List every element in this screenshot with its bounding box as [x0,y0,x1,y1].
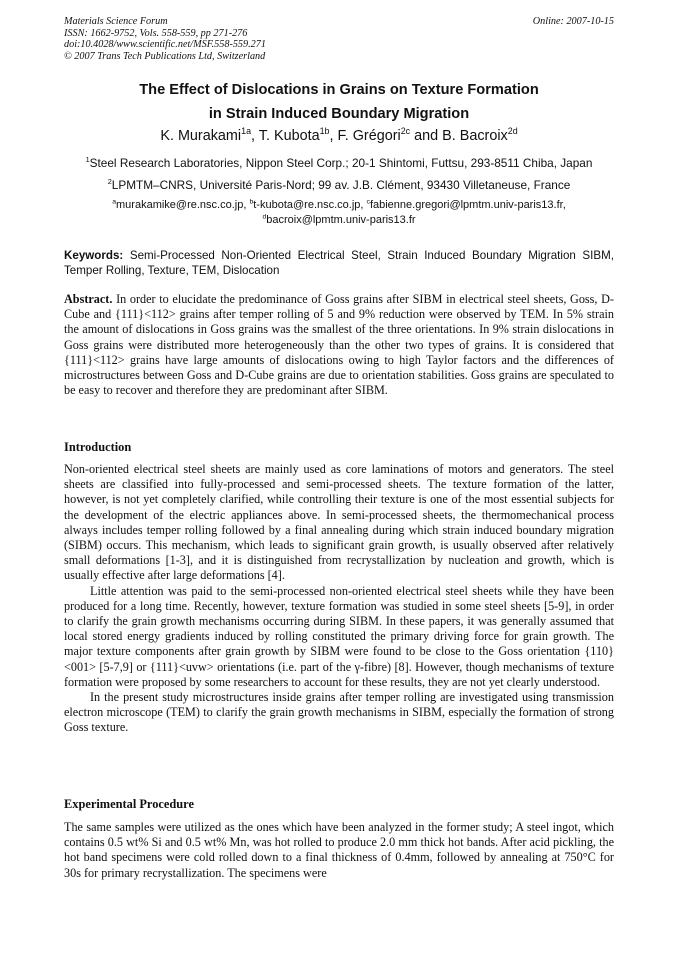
journal-doi: doi:10.4028/www.scientific.net/MSF.558-559.271 [64,39,266,51]
introduction-heading: Introduction [64,440,132,454]
email-sup: a [112,198,117,206]
email-sup: b [249,198,254,206]
journal-header [64,16,266,62]
email-sup: c [366,198,370,206]
author-sup: 1b [319,126,330,137]
paper-title-line-1: The Effect of Dislocations in Grains on Texture Formation [139,82,539,98]
journal-copyright: © 2007 Trans Tech Publications Ltd, Switzerland [64,50,266,62]
author-sup: 1a [241,126,252,137]
affiliation-text: LPMTM–CNRS, Université Paris-Nord; 99 av. J.B. Clément, 93430 Villetaneuse, France [111,178,571,192]
journal-issn: ISSN: 1662-9752, Vols. 558-559, pp 271-276 [64,27,248,39]
keywords-label: Keywords: [64,249,124,262]
email-line-1 [64,198,614,212]
abstract-text: In order to elucidate the predominance of Goss grains after SIBM in electrical steel sheets, Goss, D-Cube and {111}<112> grains after temper rolling of 5 and 9% reduction were observed by TEM. In 5% strain the amount of dislocations in Goss grains was the smallest of the three orientations. In 9% strain dislocations in Goss grains were distributed more heterogeneously than the other two types of grains. It is considered that {111}<112> grains have large amounts of dislocations owing to high Taylor factors and the differences of microstructures between Goss and D-Cube grains are due to orientation stabilities. Goss grains are speculated to be easy to recover and therefore they are predominant after SIBM. [64,292,614,398]
author-list [64,128,614,144]
email-b: t-kubota@re.nsc.co.jp, [253,199,367,211]
keywords-block [64,249,614,278]
email-d: bacroix@lpmtm.univ-paris13.fr [266,214,416,226]
introduction-paragraph: Non-oriented electrical steel sheets are mainly used as core laminations of motors and generators. The steel sheets are classified into fully-processed and semi-processed sheets. The texture formation of the latter, however, is not yet completely clarified, while controlling their texture is one of the most essential subjects for the development of the electric appliances above. In semi-processed sheets, the thermomechanical process always includes temper rolling followed by a final annealing during which strain induced boundary migration (SIBM) occurs. This mechanism, which leads to significant grain growth, is usually observed after relatively small deformations [1-3], and it is distinguished from recrystallization by nucleation and growth, which is usually effective after large deformations [4]. [64,462,614,583]
author-name: B. Bacroix [442,128,508,144]
experimental-heading: Experimental Procedure [64,797,194,811]
experimental-paragraph: The same samples were utilized as the ones which have been analyzed in the former study; A steel ingot, which contains 0.5 wt% Si and 0.5 wt% Mn, was hot rolled to produce 2.0 mm thick hot bands. After acid pickling, the hot band specimens were cold rolled down to a final thickness of 0.4mm, followed by annealing at 750°C for 30s for primary recrystallization. The specimens were [64,820,614,880]
online-date: Online: 2007-10-15 [532,16,614,27]
introduction-paragraph: Little attention was paid to the semi-processed non-oriented electrical steel sheets while they have been produced for a long time. Recently, however, texture formation was studied in some steel sheets [5-9], in order to clarify the grain growth mechanisms occurring during SIBM. In these papers, it was generally assumed that local stored energy gradients induced by rolling constituted the primary driving force for grain growth. The major texture components after grain growth by SIBM were found to be close to the Goss orientation {110}<001> [5-7,9] or {111}<uvw> orientations (i.e. part of the γ-fibre) [8]. However, though mechanisms of texture formation were proposed by some researchers to account for these results, they are not yet clearly understood. [64,583,614,689]
email-sup: d [262,213,267,221]
journal-name: Materials Science Forum [64,16,168,27]
email-line-2 [64,213,614,227]
author-name: T. Kubota [258,128,320,144]
keywords-text: Semi-Processed Non-Oriented Electrical Steel, Strain Induced Boundary Migration SIBM, Temper Rolling, Texture, TEM, Dislocation [64,249,614,277]
author-name: K. Murakami [160,128,242,144]
affiliation-2 [64,178,614,192]
author-name: F. Grégori [337,128,401,144]
email-c: fabienne.gregori@lpmtm.univ-paris13.fr, [369,199,566,211]
abstract-block [64,292,614,398]
affiliation-sup: 2 [107,177,112,187]
author-sep: and [410,128,443,144]
affiliation-sup: 1 [85,155,90,165]
author-sep: , [329,128,338,144]
introduction-paragraph: In the present study microstructures inside grains after temper rolling are investigated using transmission electron microscope (TEM) to clarify the grain growth mechanisms in SIBM, especially the formation of strong Goss texture. [64,690,614,735]
affiliation-1 [64,156,614,170]
introduction-body [64,462,614,736]
email-a: murakamike@re.nsc.co.jp, [116,199,250,211]
affiliation-text: Steel Research Laboratories, Nippon Steel Corp.; 20-1 Shintomi, Futtsu, 293-8511 Chiba, Japan [89,156,593,170]
paper-title-line-2: in Strain Induced Boundary Migration [208,106,470,122]
abstract-label: Abstract. [64,292,113,306]
author-sep: , [251,128,259,144]
author-sup: 2d [507,126,518,137]
author-sup: 2c [400,126,411,137]
